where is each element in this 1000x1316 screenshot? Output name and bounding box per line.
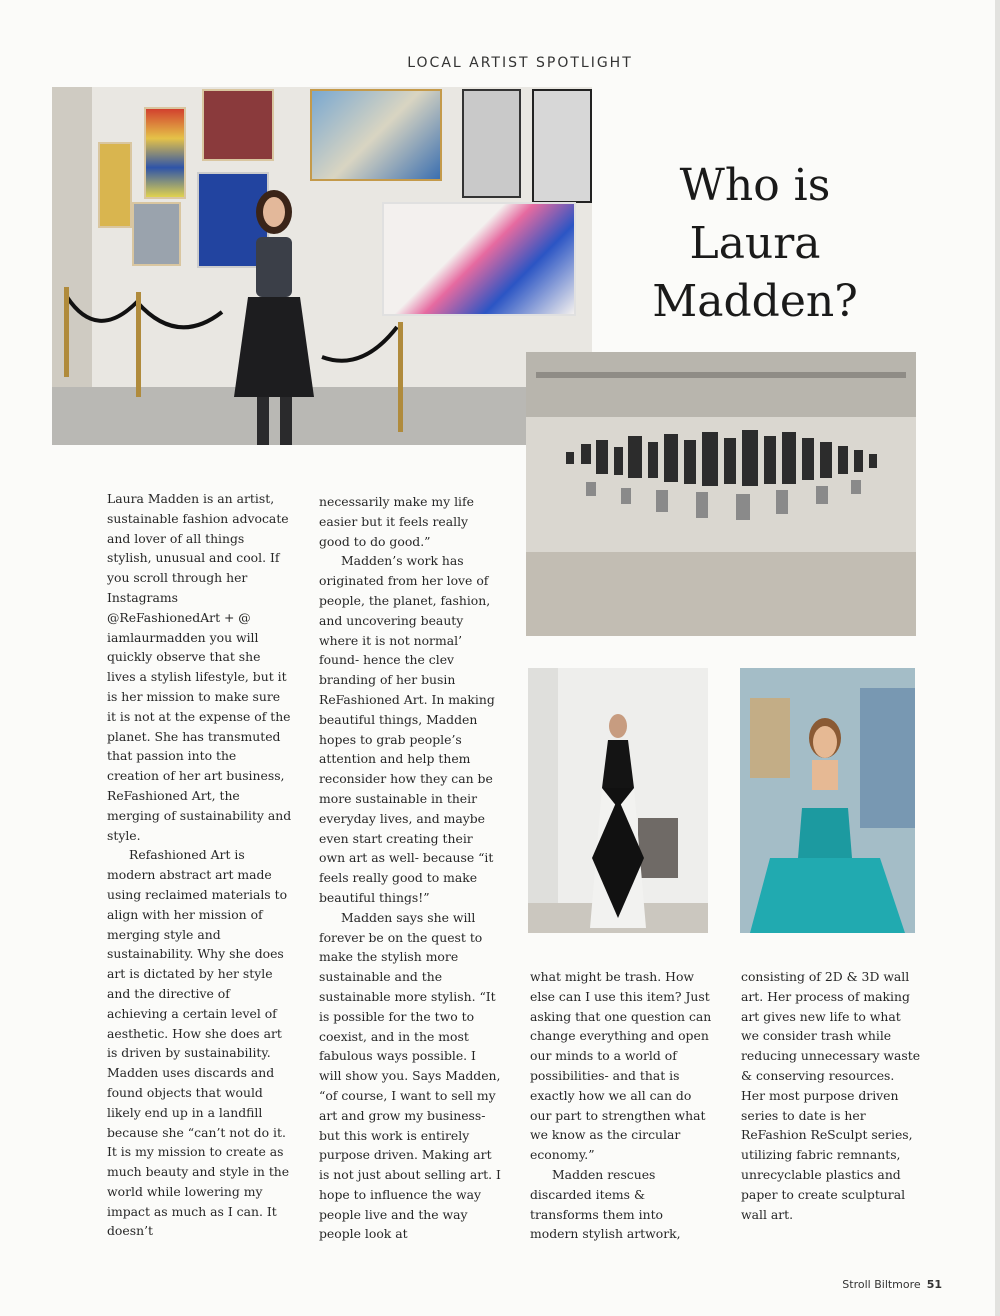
photo-installation-wall (526, 352, 916, 636)
body-paragraph: Madden rescues discarded items & transforms them into modern stylish artwork, (530, 1166, 681, 1242)
body-paragraph: Madden’s work has originated from her love of people, the planet, fashion, and uncovering beauty where it is not normal’ found- hence the clev branding of her busin ReFashioned Art. In making beautiful things, Madden hopes to grab people’s attention and help them reconsider how they can be more sustainable in their everyday lives, and maybe even start creating their own art as well- because “it feels really good to make beautiful things!” (319, 553, 495, 905)
installation-artwork (526, 352, 916, 636)
photo-artist-in-gallery (52, 87, 592, 445)
body-paragraph: Madden says she will forever be on the quest to make the stylish more sustainable and the sustainable more stylish. “It is possible for the two to coexist, and in the most fabulous ways possible. I will show you. Says Madden, “of course, I want to sell my art and grow my business- but this work is entirely purpose driven. Making art is not just about selling art. I hope to influence the way people live and the way people look at (319, 909, 501, 1242)
text-column-4 (741, 967, 921, 1224)
page-number: 51 (926, 1278, 942, 1291)
body-paragraph: necessarily make my life easier but it feels really good to do good.” (319, 494, 474, 549)
article-headline (610, 157, 900, 331)
body-paragraph: consisting of 2D & 3D wall art. Her process of making art gives new life to what we consider trash while reducing unnecessary waste & conserving resources. Her most purpose driven series to date is her ReFashion ReSculpt series, utilizing fabric remnants, unrecyclable plastics and paper to create sculptural wall art. (741, 969, 921, 1222)
stanchion-ropes (52, 87, 592, 445)
section-kicker: LOCAL ARTIST SPOTLIGHT (407, 55, 633, 71)
body-paragraph: what might be trash. How else can I use this item? Just asking that one question can change everything and open our minds to a world of possibilities- and that is exactly how we all can do our part to strengthen what we know as the circular economy.” (530, 969, 712, 1163)
text-column-3 (530, 967, 712, 1244)
publication-name: Stroll Biltmore (842, 1278, 921, 1291)
teal-dress-figure (740, 668, 915, 933)
gown-figure (528, 668, 708, 933)
text-column-1 (107, 489, 292, 1241)
text-column-2 (319, 492, 501, 1244)
headline-line: Laura (689, 218, 821, 270)
headline-line: Madden? (652, 276, 858, 328)
body-paragraph: Refashioned Art is modern abstract art made using reclaimed materials to align with her mission of merging style and sustainability. Why she does art is dictated by her style and the directive of achieving a certain level of aesthetic. How she does art is driven by sustainability. Madden uses discards and found objects that would likely end up in a landfill because she “can’t not do it. It is my mission to create as much beauty and style in the world while lowering my impact as much as I can. It doesn’t (107, 847, 290, 1239)
page-footer (760, 1278, 942, 1291)
body-paragraph: Laura Madden is an artist, sustainable fashion advocate and lover of all things stylish, unusual and cool. If you scroll through her Instagrams @ReFashionedArt + @ iamlaurmadden you will quickly observe that she lives a stylish lifestyle, but it is her mission to make sure it is not at the expense of the planet. She has transmuted that passion into the creation of her art business, ReFashioned Art, the merging of sustainability and style. (107, 491, 292, 843)
headline-line: Who is (679, 160, 831, 212)
page-edge (995, 0, 1000, 1316)
photo-artist-teal-dress (740, 668, 915, 933)
photo-artist-in-gown (528, 668, 708, 933)
